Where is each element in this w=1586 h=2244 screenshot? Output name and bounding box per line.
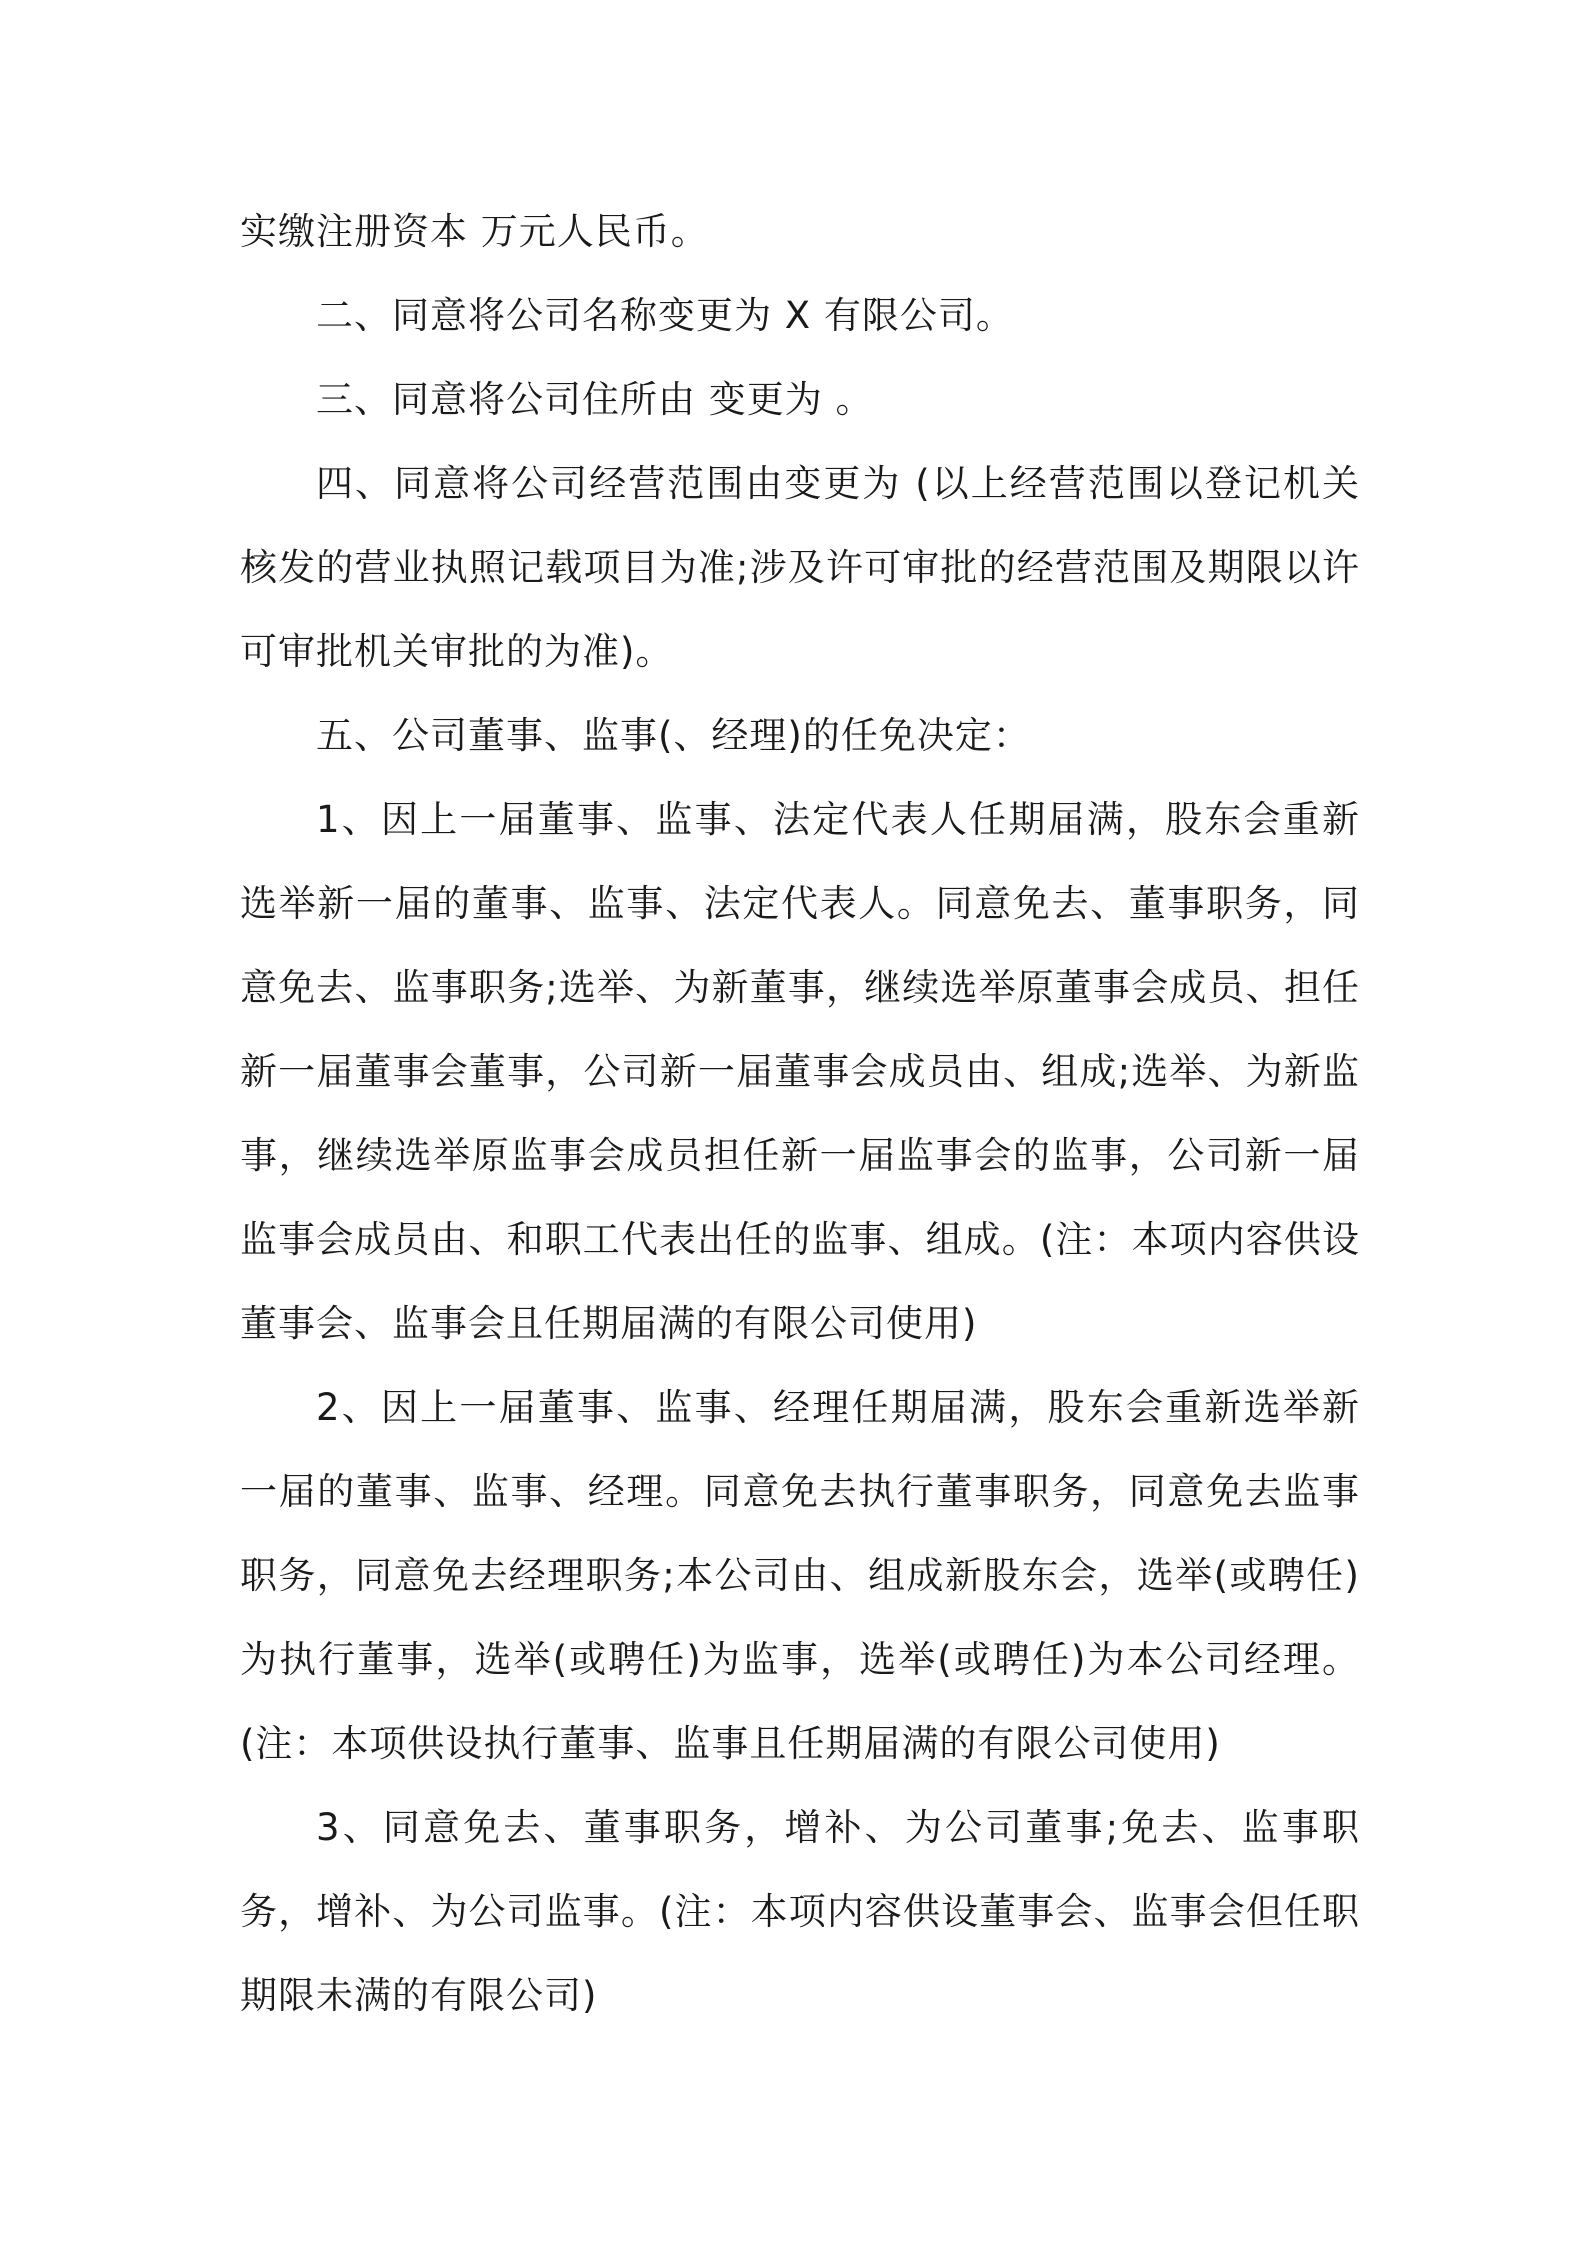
paragraph-item-3: 3、同意免去、董事职务，增补、为公司董事;免去、监事职务，增补、为公司监事。(注：本项内容供设董事会、监事会但任职期限未满的有限公司) [240, 1806, 1360, 2017]
paragraph-item-2: 2、因上一届董事、监事、经理任期届满，股东会重新选举新一届的董事、监事、经理。同意免去执行董事职务，同意免去监事职务，同意免去经理职务;本公司由、组成新股东会，选举(或聘任)为执行董事，选举(或聘任)为监事，选举(或聘任)为本公司经理。(注：本项供设执行董事、监事且任期届满的有限公司使用) [240, 1386, 1360, 1765]
paragraph-item-1: 1、因上一届董事、监事、法定代表人任期届满，股东会重新选举新一届的董事、监事、法定代表人。同意免去、董事职务，同意免去、监事职务;选举、为新董事，继续选举原董事会成员、担任新一届董事会董事，公司新一届董事会成员由、组成;选举、为新监事，继续选举原监事会成员担任新一届监事会的监事，公司新一届监事会成员由、和职工代表出任的监事、组成。(注：本项内容供设董事会、监事会且任期届满的有限公司使用) [240, 798, 1360, 1345]
paragraph-appointment-heading: 五、公司董事、监事(、经理)的任免决定： [316, 714, 1031, 757]
paragraph-business-scope-change: 四、同意将公司经营范围由变更为 (以上经营范围以登记机关核发的营业执照记载项目为准;涉及许可审批的经营范围及期限以许可审批机关审批的为准)。 [240, 462, 1360, 673]
paragraph-company-name-change: 二、同意将公司名称变更为 X 有限公司。 [316, 294, 1014, 337]
paragraph-paid-capital: 实缴注册资本 万元人民币。 [240, 210, 709, 253]
document-body [240, 190, 1360, 2038]
paragraph-address-change: 三、同意将公司住所由 变更为 。 [316, 378, 874, 421]
